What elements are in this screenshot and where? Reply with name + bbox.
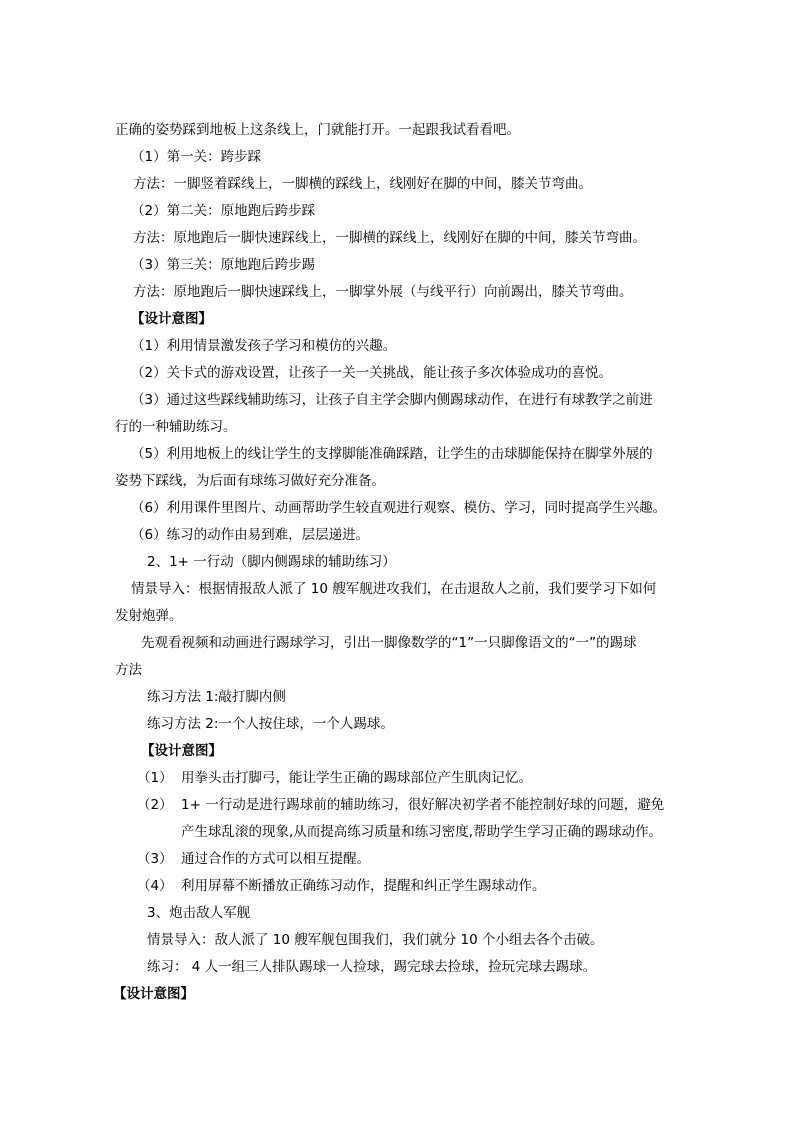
intent-item: （1）利用情景激发孩子学习和模仿的兴趣。 (131, 338, 397, 354)
text-line: 正确的姿势踩到地板上这条线上，门就能打开。一起跟我试看看吧。 (115, 122, 520, 138)
intent-text: 利用屏幕不断播放正确练习动作，提醒和纠正学生踢球动作。 (181, 878, 546, 894)
intent-item: （2）关卡式的游戏设置，让孩子一关一关挑战，能让孩子多次体验成功的喜悦。 (131, 365, 613, 381)
practice-method-2: 练习方法 2:一个人按住球，一个人踢球。 (147, 716, 394, 732)
intent-text-cont: 产生球乱滚的现象,从而提高练习质量和练习密度,帮助学生学习正确的踢球动作。 (181, 824, 663, 840)
scenario-intro: 情景导入：根据情报敌人派了 10 艘军舰进攻我们，在击退敌人之前，我们要学习下如何 (131, 581, 657, 597)
design-intent-heading: 【设计意图】 (131, 311, 212, 327)
level-2-title: （2）第二关：原地跑后跨步踩 (131, 203, 316, 219)
intent-text: 1+ 一行动是进行踢球前的辅助练习，很好解决初学者不能控制好球的问题，避免 (181, 797, 665, 813)
video-intro: 先观看视频和动画进行踢球学习，引出一脚像数学的“1”一只脚像语文的“一”的踢球 (141, 635, 637, 651)
video-intro-cont: 方法 (115, 662, 142, 678)
section-3-title: 3、炮击敌人军舰 (147, 905, 251, 921)
level-3-title: （3）第三关：原地跑后跨步踢 (131, 257, 316, 273)
intent-item: （5）利用地板上的线让学生的支撑脚能准确踩踏，让学生的击球脚能保持在脚掌外展的 (131, 446, 653, 462)
intent-item: （6）练习的动作由易到难，层层递进。 (131, 527, 370, 543)
scenario-intro: 情景导入：敌人派了 10 艘军舰包围我们，我们就分 10 个小组去各个击破。 (147, 932, 604, 948)
intent-text: 通过合作的方式可以相互提醒。 (181, 851, 370, 867)
intent-item: （3）通过这些踩线辅助练习，让孩子自主学会脚内侧踢球动作，在进行有球教学之前进 (131, 392, 653, 408)
level-2-method: 方法：原地跑后一脚快速踩线上，一脚横的踩线上，线刚好在脚的中间，膝关节弯曲。 (133, 230, 646, 246)
intent-num: （2） (137, 797, 173, 813)
intent-item-cont: 姿势下踩线，为后面有球练习做好充分准备。 (115, 473, 385, 489)
design-intent-heading: 【设计意图】 (113, 986, 194, 1002)
intent-num: （1） (137, 770, 173, 786)
intent-text: 用拳头击打脚弓，能让学生正确的踢球部位产生肌肉记忆。 (181, 770, 532, 786)
practice-method-1: 练习方法 1:敲打脚内侧 (147, 689, 286, 705)
intent-num: （3） (137, 851, 173, 867)
intent-item: （6）利用课件里图片、动画帮助学生较直观进行观察、模仿、学习，同时提高学生兴趣。 (131, 500, 667, 516)
design-intent-heading: 【设计意图】 (141, 743, 222, 759)
scenario-intro-cont: 发射炮弹。 (115, 608, 183, 624)
section-2-title: 2、1+ 一行动（脚内侧踢球的辅助练习） (147, 554, 396, 570)
level-3-method: 方法：原地跑后一脚快速踩线上，一脚掌外展（与线平行）向前踢出，膝关节弯曲。 (133, 284, 633, 300)
intent-num: （4） (137, 878, 173, 894)
level-1-method: 方法：一脚竖着踩线上，一脚横的踩线上，线刚好在脚的中间，膝关节弯曲。 (133, 176, 592, 192)
level-1-title: （1）第一关：跨步踩 (131, 149, 262, 165)
intent-item-cont: 行的一种辅助练习。 (115, 419, 237, 435)
practice-text: 练习： 4 人一组三人排队踢球一人捡球，踢完球去捡球，捡玩完球去踢球。 (147, 959, 597, 975)
